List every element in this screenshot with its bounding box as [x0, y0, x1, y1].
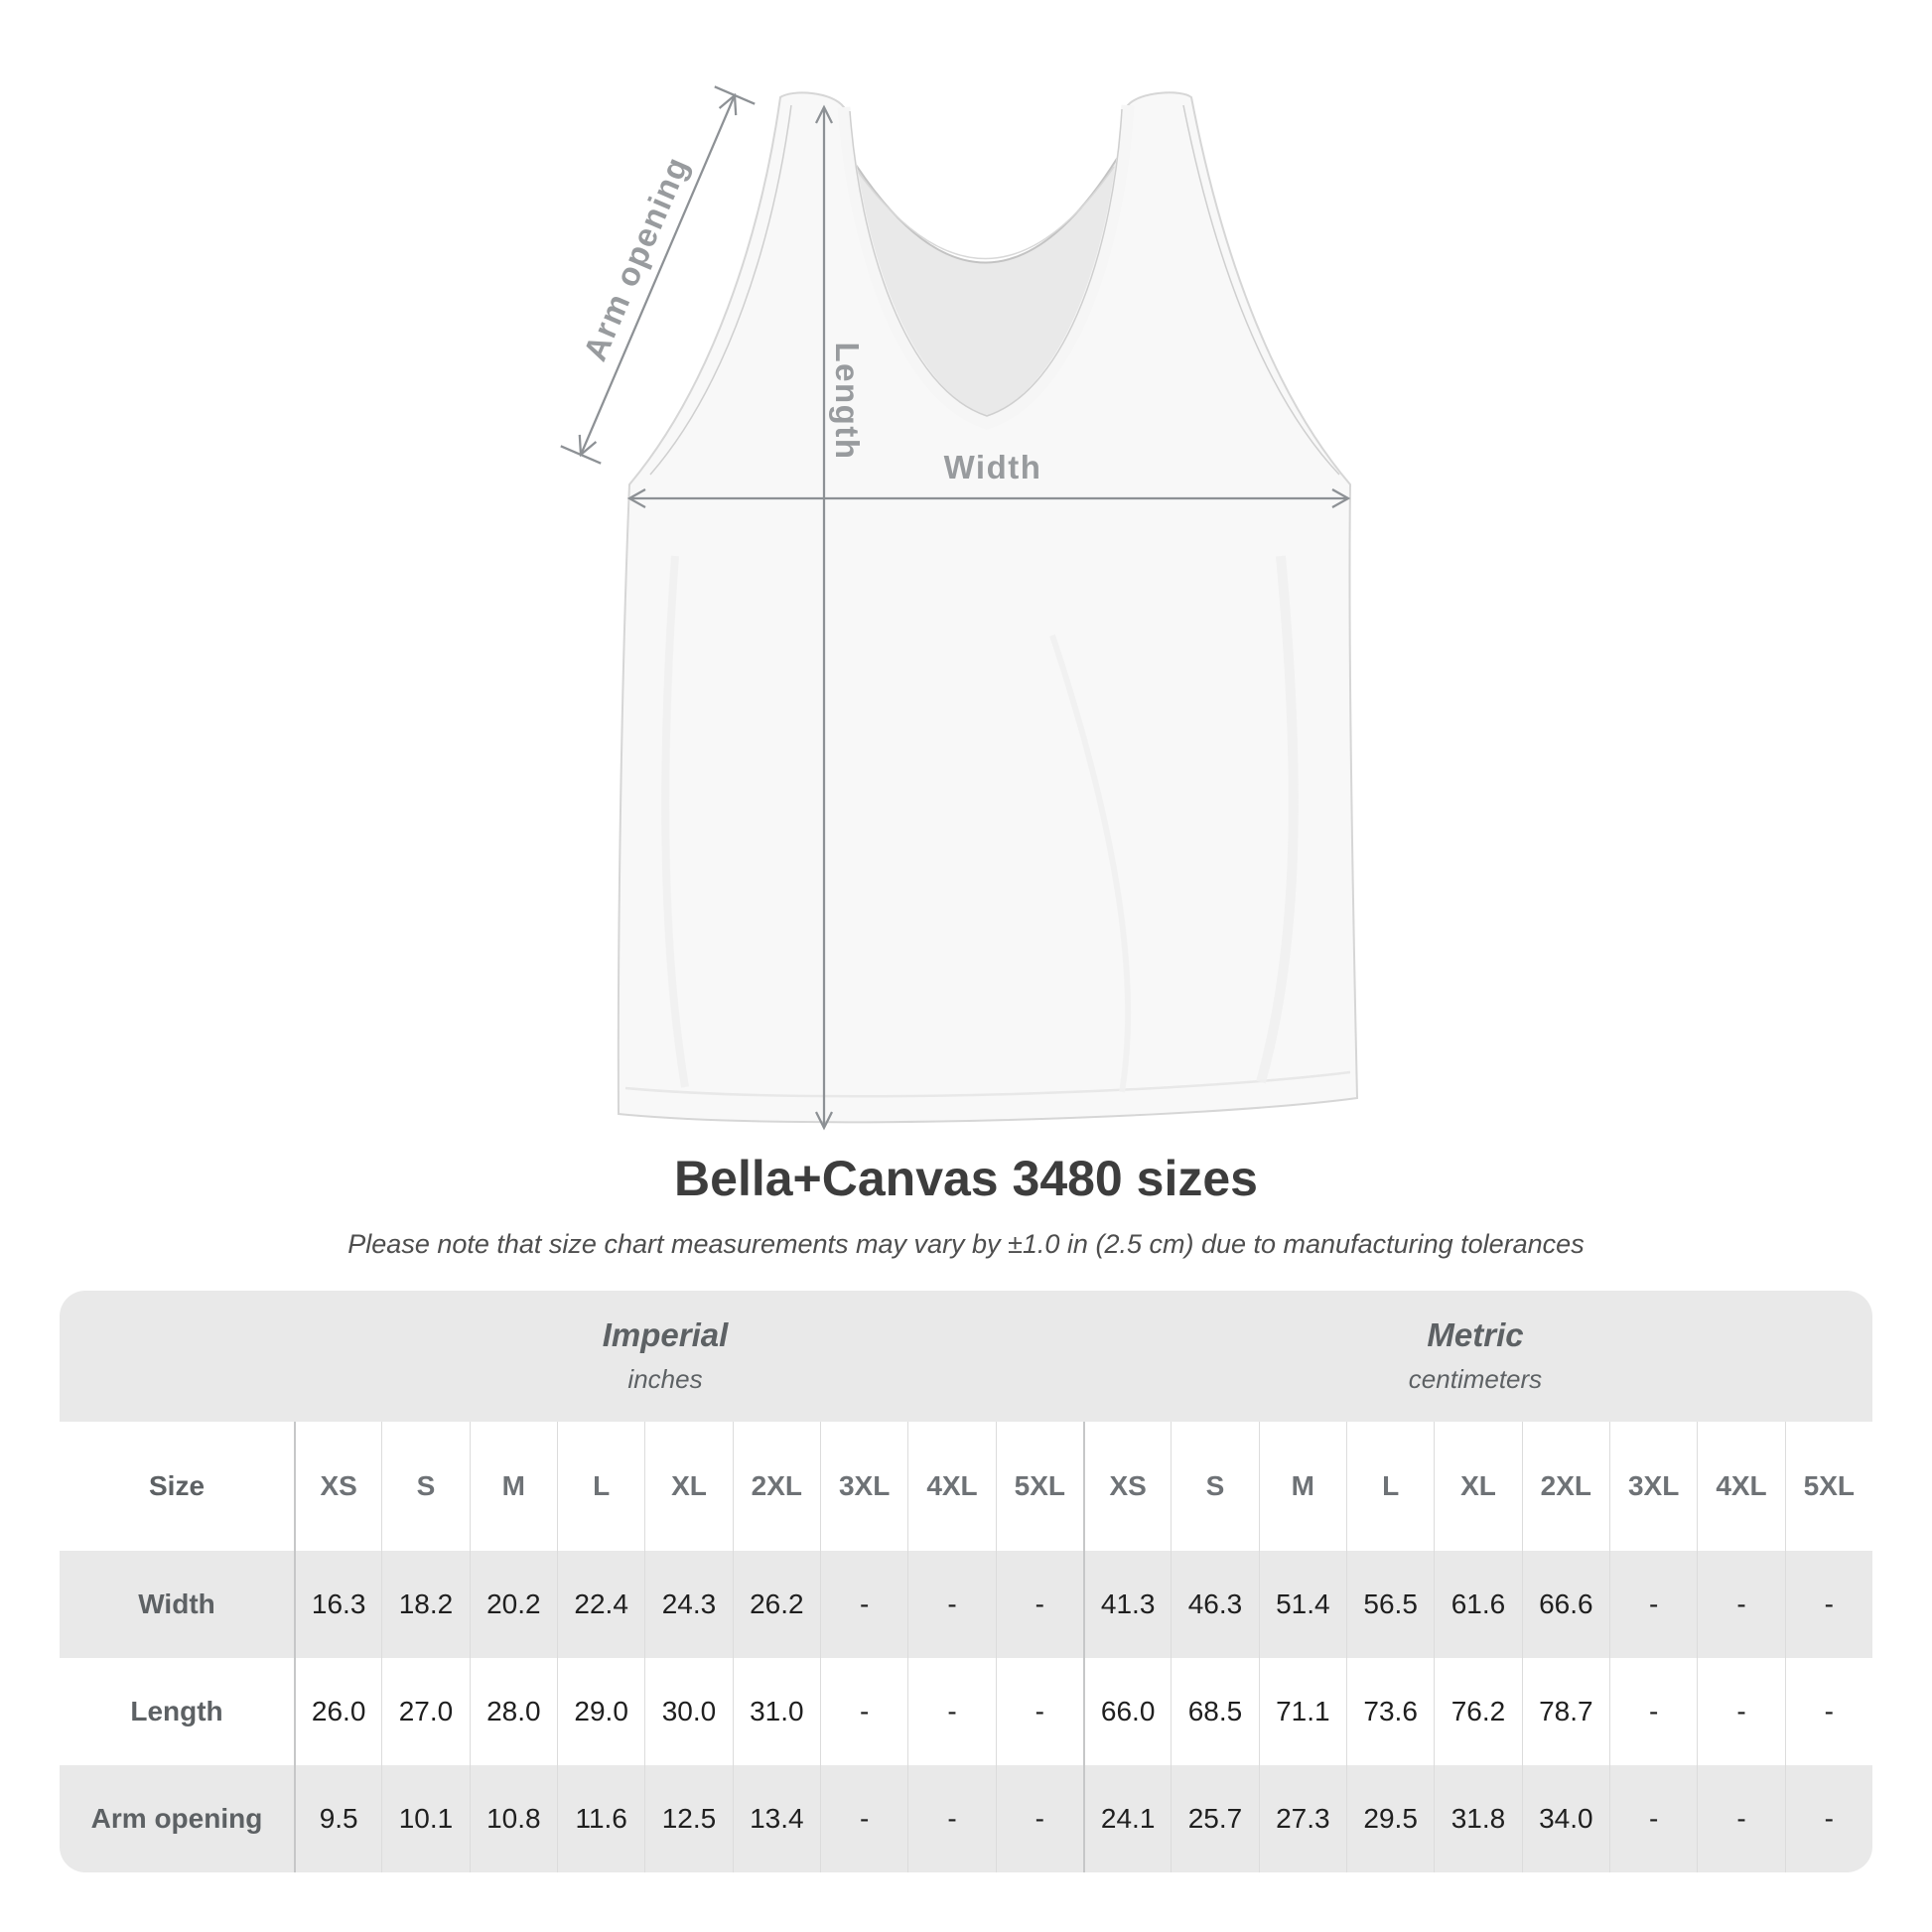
size-header-metric-4xl: 4XL: [1697, 1422, 1784, 1551]
value-cell: 30.0: [644, 1658, 732, 1765]
value-cell: -: [1785, 1551, 1872, 1658]
value-cell: 51.4: [1259, 1551, 1346, 1658]
value-cell: 41.3: [1083, 1551, 1171, 1658]
size-table-card: [60, 1291, 1872, 1872]
value-cell: -: [1697, 1765, 1784, 1872]
metric-unit: centimeters: [1408, 1364, 1543, 1394]
table-row-length: [60, 1658, 1872, 1765]
value-cell: -: [907, 1765, 995, 1872]
value-cell: -: [1697, 1658, 1784, 1765]
width-label: Width: [943, 449, 1042, 485]
value-cell: -: [1609, 1658, 1697, 1765]
imperial-unit: inches: [627, 1364, 703, 1394]
page-subtitle: Please note that size chart measurements may vary by ±1.0 in (2.5 cm) due to manufacturing tolerances: [347, 1229, 1585, 1259]
value-cell: -: [820, 1658, 907, 1765]
value-cell: -: [907, 1658, 995, 1765]
value-cell: 46.3: [1171, 1551, 1258, 1658]
value-cell: 29.5: [1346, 1765, 1434, 1872]
table-row-width: [60, 1551, 1872, 1658]
imperial-heading: Imperial: [602, 1316, 729, 1353]
value-cell: 24.3: [644, 1551, 732, 1658]
value-cell: 22.4: [557, 1551, 644, 1658]
value-cell: 66.0: [1083, 1658, 1171, 1765]
value-cell: 10.1: [381, 1765, 469, 1872]
length-label: Length: [829, 342, 866, 461]
value-cell: 71.1: [1259, 1658, 1346, 1765]
value-cell: -: [996, 1551, 1083, 1658]
value-cell: 56.5: [1346, 1551, 1434, 1658]
value-cell: 20.2: [470, 1551, 557, 1658]
value-cell: -: [1609, 1551, 1697, 1658]
value-cell: -: [1697, 1551, 1784, 1658]
value-cell: 11.6: [557, 1765, 644, 1872]
table-header-row: [60, 1422, 1872, 1551]
size-header-imperial-xs: XS: [294, 1422, 381, 1551]
row-label: Arm opening: [90, 1803, 263, 1834]
value-cell: 73.6: [1346, 1658, 1434, 1765]
value-cell: 66.6: [1522, 1551, 1609, 1658]
value-cell: 16.3: [294, 1551, 381, 1658]
value-cell: 26.0: [294, 1658, 381, 1765]
value-cell: 76.2: [1434, 1658, 1521, 1765]
size-column-header: Size: [148, 1470, 206, 1501]
size-header-imperial-5xl: 5XL: [996, 1422, 1083, 1551]
value-cell: 68.5: [1171, 1658, 1258, 1765]
value-cell: -: [1609, 1765, 1697, 1872]
size-header-imperial-l: L: [557, 1422, 644, 1551]
size-header-metric-m: M: [1259, 1422, 1346, 1551]
size-header-imperial-m: M: [470, 1422, 557, 1551]
value-cell: -: [1785, 1765, 1872, 1872]
size-header-imperial-3xl: 3XL: [820, 1422, 907, 1551]
value-cell: 31.0: [733, 1658, 820, 1765]
value-cell: 29.0: [557, 1658, 644, 1765]
size-header-metric-s: S: [1171, 1422, 1258, 1551]
size-header-imperial-s: S: [381, 1422, 469, 1551]
row-label: Length: [130, 1696, 223, 1726]
size-header-metric-3xl: 3XL: [1609, 1422, 1697, 1551]
size-header-imperial-xl: XL: [644, 1422, 732, 1551]
size-header-metric-xs: XS: [1083, 1422, 1171, 1551]
row-label: Width: [138, 1588, 215, 1619]
value-cell: 26.2: [733, 1551, 820, 1658]
value-cell: -: [907, 1551, 995, 1658]
value-cell: -: [996, 1658, 1083, 1765]
unit-system-band: [60, 1291, 1872, 1422]
value-cell: 27.3: [1259, 1765, 1346, 1872]
value-cell: 31.8: [1434, 1765, 1521, 1872]
size-header-metric-2xl: 2XL: [1522, 1422, 1609, 1551]
value-cell: -: [820, 1551, 907, 1658]
value-cell: 18.2: [381, 1551, 469, 1658]
value-cell: 28.0: [470, 1658, 557, 1765]
value-cell: 10.8: [470, 1765, 557, 1872]
value-cell: -: [820, 1765, 907, 1872]
value-cell: -: [1785, 1658, 1872, 1765]
value-cell: 27.0: [381, 1658, 469, 1765]
page-title: Bella+Canvas 3480 sizes: [674, 1151, 1258, 1206]
table-row-arm-opening: [60, 1765, 1872, 1872]
imperial-group: [367, 1291, 963, 1395]
size-header-metric-xl: XL: [1434, 1422, 1521, 1551]
value-cell: 25.7: [1171, 1765, 1258, 1872]
size-header-metric-l: L: [1346, 1422, 1434, 1551]
value-cell: 78.7: [1522, 1658, 1609, 1765]
size-table: [60, 1422, 1872, 1872]
metric-heading: Metric: [1427, 1316, 1524, 1353]
arm-opening-label: Arm opening: [576, 150, 696, 366]
value-cell: 9.5: [294, 1765, 381, 1872]
value-cell: 24.1: [1083, 1765, 1171, 1872]
metric-group: [1177, 1291, 1773, 1395]
value-cell: 13.4: [733, 1765, 820, 1872]
value-cell: -: [996, 1765, 1083, 1872]
value-cell: 34.0: [1522, 1765, 1609, 1872]
tank-silhouette: [619, 92, 1357, 1122]
value-cell: 12.5: [644, 1765, 732, 1872]
size-header-metric-5xl: 5XL: [1785, 1422, 1872, 1551]
size-header-imperial-2xl: 2XL: [733, 1422, 820, 1551]
size-header-imperial-4xl: 4XL: [907, 1422, 995, 1551]
value-cell: 61.6: [1434, 1551, 1521, 1658]
